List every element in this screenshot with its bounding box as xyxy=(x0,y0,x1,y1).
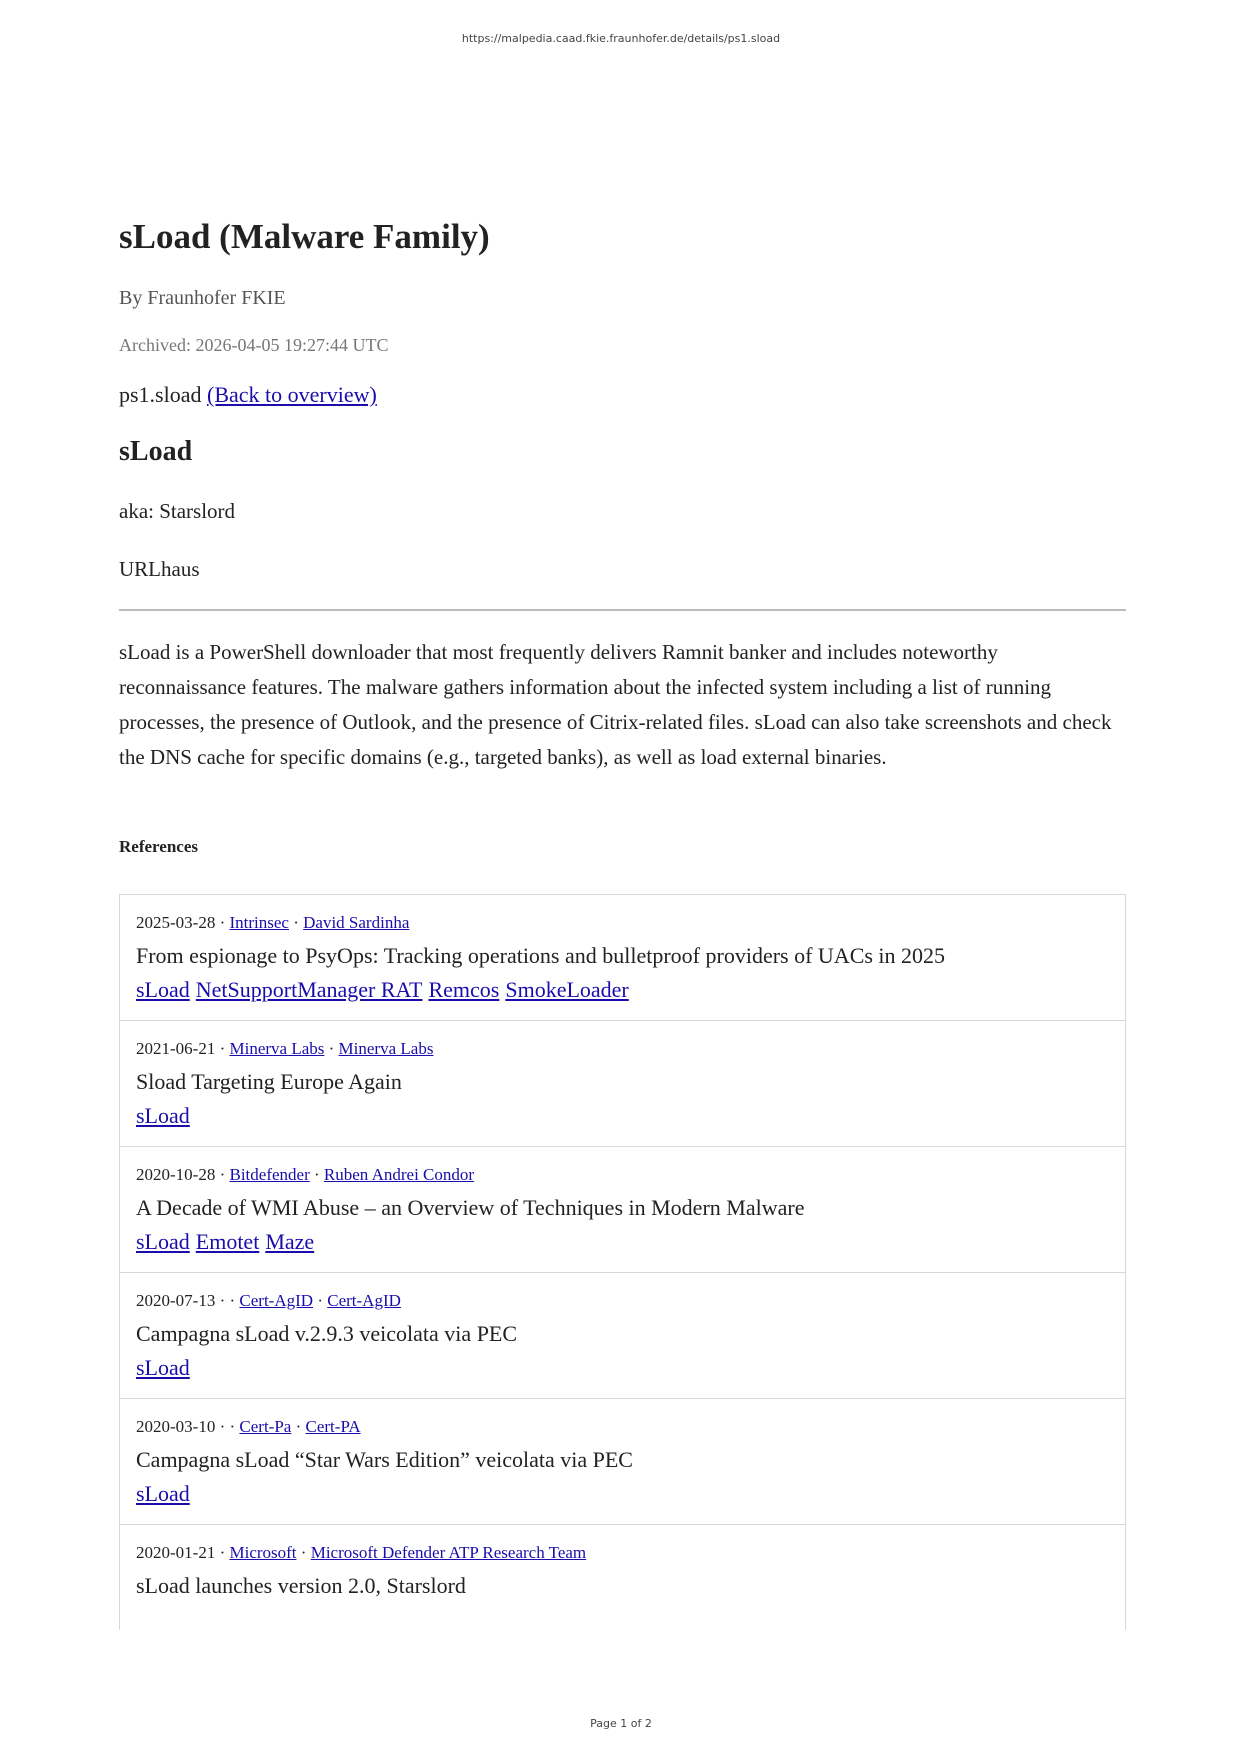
reference-author-link[interactable]: Cert-AgID xyxy=(327,1291,401,1310)
reference-org-link[interactable]: Cert-Pa xyxy=(239,1417,292,1436)
references-heading: References xyxy=(119,837,198,856)
reference-item xyxy=(120,1399,1125,1525)
reference-org-link[interactable]: Bitdefender xyxy=(229,1165,310,1184)
reference-item xyxy=(120,895,1125,1021)
reference-meta xyxy=(136,1415,1109,1439)
family-tag-link[interactable]: Remcos xyxy=(428,977,500,1002)
family-name-heading: sLoad xyxy=(119,436,193,467)
reference-date: 2020-01-21 · xyxy=(136,1543,230,1562)
divider xyxy=(119,609,1126,611)
family-tag-link[interactable]: Emotet xyxy=(195,1229,260,1254)
separator: · xyxy=(288,913,304,932)
separator: · xyxy=(324,1039,339,1058)
reference-org-link[interactable]: Cert-AgID xyxy=(239,1291,314,1310)
family-tag-link[interactable]: sLoad xyxy=(136,1481,190,1506)
reference-tags xyxy=(136,1478,1109,1510)
family-tag-link[interactable]: SmokeLoader xyxy=(505,977,629,1002)
family-tag-link[interactable]: sLoad xyxy=(136,1355,190,1380)
reference-item xyxy=(120,1147,1125,1273)
reference-date: 2020-07-13 · · xyxy=(136,1291,240,1310)
reference-date: 2020-03-10 · · xyxy=(136,1417,240,1436)
reference-item xyxy=(120,1273,1125,1399)
reference-title: Sload Targeting Europe Again xyxy=(136,1069,402,1094)
references-list xyxy=(119,894,1126,1630)
reference-date: 2025-03-28 · xyxy=(136,913,230,932)
family-id-line xyxy=(119,380,1126,410)
reference-org-link[interactable]: Microsoft xyxy=(229,1543,297,1562)
reference-author-link[interactable]: Cert-PA xyxy=(305,1417,361,1436)
reference-meta xyxy=(136,1289,1109,1313)
back-to-overview-link[interactable]: (Back to overview) xyxy=(207,382,377,407)
reference-org-link[interactable]: Intrinsec xyxy=(229,913,289,932)
archived-timestamp: Archived: 2026-04-05 19:27:44 UTC xyxy=(119,335,389,355)
reference-tags xyxy=(136,1352,1109,1384)
reference-meta xyxy=(136,911,1109,935)
reference-title: A Decade of WMI Abuse – an Overview of Techniques in Modern Malware xyxy=(136,1195,805,1220)
family-tag-link[interactable]: Maze xyxy=(265,1229,315,1254)
urlhaus-label: URLhaus xyxy=(119,557,200,581)
reference-author-link[interactable]: Microsoft Defender ATP Research Team xyxy=(310,1543,587,1562)
reference-author-link[interactable]: Minerva Labs xyxy=(338,1039,434,1058)
separator: · xyxy=(313,1291,328,1310)
separator: · xyxy=(296,1543,311,1562)
separator: · xyxy=(309,1165,324,1184)
reference-org-link[interactable]: Minerva Labs xyxy=(229,1039,325,1058)
family-tag-link[interactable]: NetSupportManager RAT xyxy=(195,977,423,1002)
reference-meta xyxy=(136,1163,1109,1187)
reference-title: From espionage to PsyOps: Tracking operations and bulletproof providers of UACs in 2025 xyxy=(136,943,946,968)
reference-author-link[interactable]: David Sardinha xyxy=(303,913,410,932)
reference-title: Campagna sLoad v.2.9.3 veicolata via PEC xyxy=(136,1321,518,1346)
reference-item xyxy=(120,1021,1125,1147)
page-number: Page 1 of 2 xyxy=(590,1717,652,1730)
family-tag-link[interactable]: sLoad xyxy=(136,1103,190,1128)
reference-date: 2020-10-28 · xyxy=(136,1165,230,1184)
reference-date: 2021-06-21 · xyxy=(136,1039,230,1058)
page-title: sLoad (Malware Family) xyxy=(119,217,490,256)
separator: · xyxy=(291,1417,306,1436)
reference-title: sLoad launches version 2.0, Starslord xyxy=(136,1573,466,1598)
reference-author-link[interactable]: Ruben Andrei Condor xyxy=(323,1165,475,1184)
aka-line: aka: Starslord xyxy=(119,499,236,523)
reference-title: Campagna sLoad “Star Wars Edition” veicolata via PEC xyxy=(136,1447,633,1472)
reference-meta xyxy=(136,1037,1109,1061)
print-header-url: https://malpedia.caad.fkie.fraunhofer.de/details/ps1.sload xyxy=(461,32,781,45)
reference-item xyxy=(120,1525,1125,1630)
family-description: sLoad is a PowerShell downloader that most frequently delivers Ramnit banker and includes noteworthy reconnaissance features. The malware gathers information about the infected system including a list of running processes, the presence of Outlook, and the presence of Citrix-related files. sLoad can also take screenshots and check the DNS cache for specific domains (e.g., targeted banks), as well as load external binaries. xyxy=(119,640,1112,769)
byline: By Fraunhofer FKIE xyxy=(119,287,286,309)
family-id: ps1.sload xyxy=(119,382,202,407)
reference-tags xyxy=(136,1226,1109,1258)
family-tag-link[interactable]: sLoad xyxy=(136,977,190,1002)
family-tag-link[interactable]: sLoad xyxy=(136,1229,190,1254)
main-content xyxy=(119,210,1126,1630)
reference-tags xyxy=(136,974,1109,1006)
reference-meta xyxy=(136,1541,1109,1565)
reference-tags xyxy=(136,1100,1109,1132)
